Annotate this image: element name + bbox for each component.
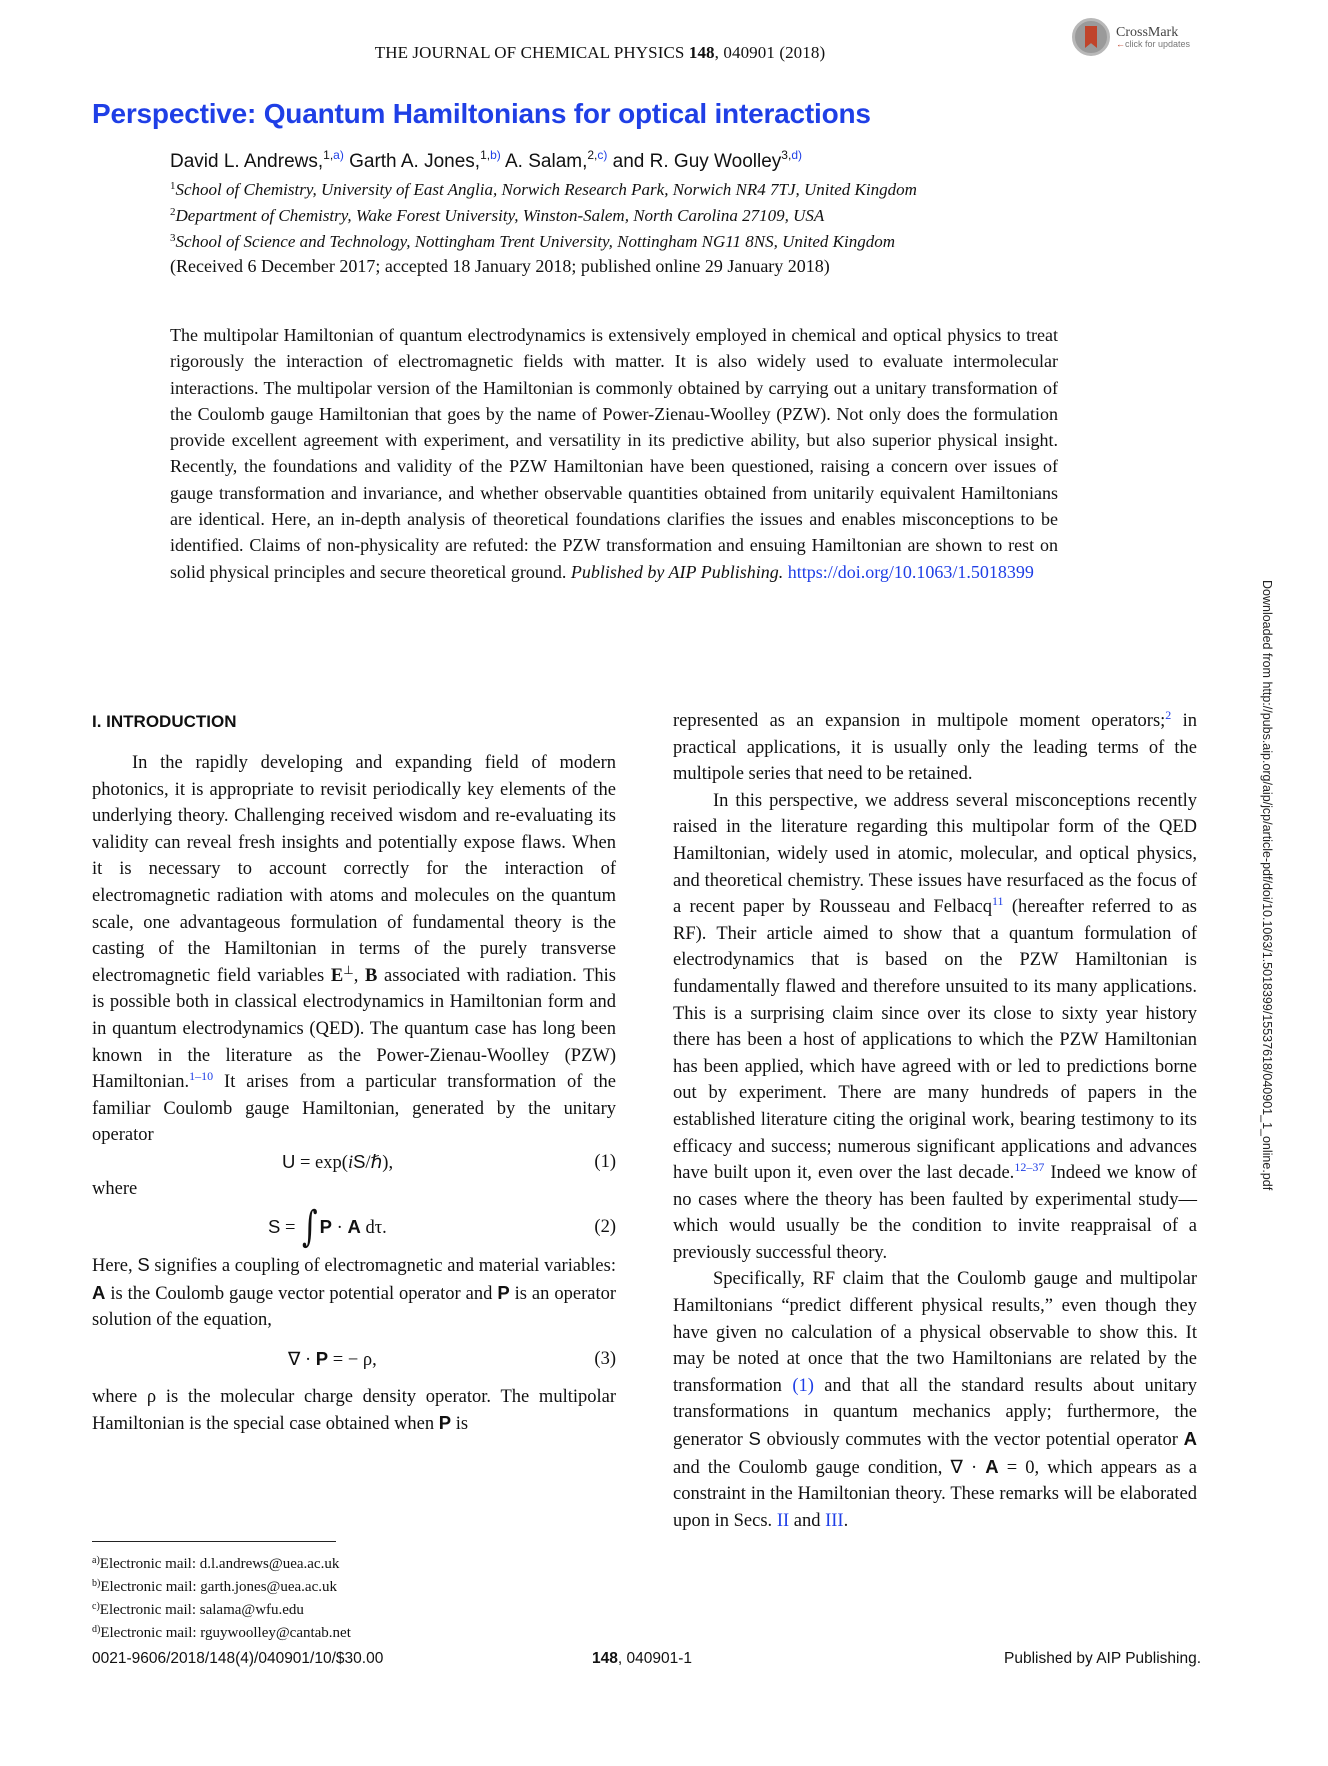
author-name: A. Salam,	[505, 151, 588, 172]
equation-ref-link[interactable]: (1)	[792, 1375, 814, 1396]
author-name: David L. Andrews,	[170, 151, 324, 172]
abstract	[170, 322, 1058, 585]
paragraph: represented as an expansion in multipole moment operators;$^2$ in practical applications, it is usually only the leading terms of the multipole series that need to be retained.	[673, 708, 1198, 785]
equation-number: (2)	[594, 1217, 616, 1238]
equation-number: (3)	[594, 1348, 616, 1369]
affiliation: $^1$School of Chemistry, University of East Anglia, Norwich Research Park, Norwich NR4 7TJ, United Kingdom	[170, 180, 917, 199]
equation-3: ∇ · P = − ρ, (3)	[92, 1334, 616, 1384]
author-list: David L. Andrews,$^{1,a)}$ Garth A. Jones,$^{1,b)}$ A. Salam,$^{2,c)}$ and R. Guy Woolley$^{3,d)}$	[170, 148, 802, 172]
author-note-link[interactable]: c)	[597, 148, 608, 162]
affiliation: $^3$School of Science and Technology, Nottingham Trent University, Nottingham NG11 8NS, United Kingdom	[170, 232, 895, 251]
paragraph: In this perspective, we address several misconceptions recently raised in the literature regarding this multipolar form of the QED Hamiltonian, widely used in atomic, molecular, and optical physics, and theoretical chemistry. These issues have resurfaced as the focus of a recent paper by Rousseau and Felbacq$^{11}$ (hereafter referred to as RF). Their article aimed to show that a quantum formulation of electrodynamics that is based on the PZW Hamiltonian is fundamentally flawed and therefore unsuited to its many applications. This is a surprising claim since over its close to sixty year history there has been a host of applications to which the PZW Hamiltonian has been applied, which have agreed with or led to predictions borne out by experiment. There are many hundreds of papers in the established literature citing the original work, bearing testimony to its efficacy and success; numerous significant applications and advances have built upon it, even over the last decade.$^{12-37}$ Indeed we know of no cases where the theory has been faulted by experimental study—which would usually be the condition to invite reappraisal of a previously successful theory.	[673, 790, 1197, 1263]
journal-name: THE JOURNAL OF CHEMICAL PHYSICS	[374, 43, 685, 62]
affiliation: $^2$Department of Chemistry, Wake Forest University, Winston-Salem, North Carolina 27109, USA	[170, 206, 825, 225]
article-title: Perspective: Quantum Hamiltonians for optical interactions	[92, 98, 871, 129]
right-column	[673, 708, 1197, 1534]
paragraph: where ρ is the molecular charge density operator. The multipolar Hamiltonian is the special case obtained when P is	[92, 1386, 616, 1435]
publisher-note: Published by AIP Publishing.	[570, 561, 784, 582]
citation-link[interactable]: 11	[992, 894, 1004, 909]
section-ref-link[interactable]: III	[825, 1510, 844, 1531]
footnote: $^{d)}$Electronic mail: rguywoolley@cantab.net	[92, 1624, 351, 1641]
equation-1: U = exp(iS/ℏ), (1)	[92, 1149, 616, 1176]
citation-link[interactable]: 2	[1165, 708, 1172, 722]
received-dates: (Received 6 December 2017; accepted 18 January 2018; published online 29 January 2018)	[170, 256, 830, 276]
paragraph: where	[92, 1178, 138, 1199]
journal-article-year: , 040901 (2018)	[714, 43, 826, 62]
crossmark-icon	[1072, 18, 1110, 56]
paragraph: In the rapidly developing and expanding field of modern photonics, it is appropriate to revisit periodically key elements of the underlying theory. Challenging received wisdom and re-evaluating its validity can reveal fresh insights and potentially expose flaws. When it is necessary to account correctly for the interaction of electromagnetic radiation with atoms and molecules on the quantum scale, one advantageous formulation of fundamental theory is the casting of the Hamiltonian in terms of the purely transverse electromagnetic field variables E⊥, B associated with radiation. This is possible both in classical electrodynamics in Hamiltonian form and in quantum electrodynamics (QED). The quantum case has long been known in the literature as the Power-Zienau-Woolley (PZW) Hamiltonian.$^{1-10}$ It arises from a particular transformation of the familiar Coulomb gauge Hamiltonian, generated by the unitary operator	[92, 753, 616, 1146]
journal-header	[0, 43, 1200, 63]
left-column	[92, 750, 616, 1438]
author-note-link[interactable]: b)	[490, 148, 501, 162]
equation-2: S = ∫ P · A dτ. (2)	[268, 1202, 616, 1252]
doi-link[interactable]: https://doi.org/10.1063/1.5018399	[787, 561, 1034, 582]
footer-publisher: Published by AIP Publishing.	[1004, 1650, 1202, 1667]
crossmark-badge[interactable]	[1072, 18, 1190, 56]
footnotes	[92, 1551, 351, 1643]
abstract-text: The multipolar Hamiltonian of quantum electrodynamics is extensively employed in chemical and optical physics to treat rigorously the interaction of electromagnetic fields with matter. It is also widely used to evaluate intermolecular interactions. The multipolar version of the Hamiltonian is commonly obtained by carrying out a unitary transformation of the Coulomb gauge Hamiltonian that goes by the name of Power-Zienau-Woolley (PZW). Not only does the formulation provide excellent agreement with experiment, and versatility in its predictive ability, but also superior physical insight. Recently, the foundations and validity of the PZW Hamiltonian have been questioned, raising a concern over issues of gauge transformation and invariance, and whether observable quantities obtained from unitarily equivalent Hamiltonians are identical. Here, an in-depth analysis of theoretical foundations clarifies the issues and enables misconceptions to be identified. Claims of non-physicality are refuted: the PZW transformation and ensuing Hamiltonian are shown to rest on solid physical principles and secure theoretical ground.	[170, 325, 1058, 582]
affiliations	[170, 175, 917, 253]
paragraph: Specifically, RF claim that the Coulomb gauge and multipolar Hamiltonians “predict different physical results,” even though they have given no calculation of a physical observable to show this. It may be noted at once that the two Hamiltonians are related by the transformation (1) and that all the standard results about unitary transformations in quantum mechanics apply; furthermore, the generator S obviously commutes with the vector potential operator A and the Coulomb gauge condition, ∇ · A = 0, which appears as a constraint in the Hamiltonian theory. These remarks will be elaborated upon in Secs. II and III.	[673, 1269, 1197, 1531]
footnote-divider	[92, 1541, 336, 1542]
footer-page-id: 148, 040901-1	[592, 1650, 692, 1667]
footer-issn: 0021-9606/2018/148(4)/040901/10/$30.00	[92, 1650, 384, 1667]
author-note-link[interactable]: d)	[791, 148, 802, 162]
section-ref-link[interactable]: II	[776, 1510, 790, 1531]
author-name: Garth A. Jones,	[349, 151, 481, 172]
crossmark-subtitle: ←click for updates	[1116, 38, 1191, 49]
paragraph: Here, S signifies a coupling of electromagnetic and material variables: A is the Coulomb gauge vector potential operator and P is an operator solution of the equation,	[92, 1254, 616, 1331]
journal-volume: 148	[688, 43, 715, 62]
section-heading-introduction: I. INTRODUCTION	[92, 712, 237, 731]
author-note-link[interactable]: a)	[333, 148, 344, 162]
equation-number: (1)	[594, 1151, 616, 1172]
integral-symbol: ∫	[302, 1202, 318, 1252]
footnote: $^{b)}$Electronic mail: garth.jones@uea.ac.uk	[92, 1578, 337, 1595]
crossmark-title: CrossMark	[1116, 24, 1179, 40]
author-name: and R. Guy Woolley	[612, 151, 782, 172]
citation-link[interactable]: 1–10	[189, 1069, 214, 1084]
arrow-left-icon: ←	[1116, 38, 1125, 49]
footnote: $^{c)}$Electronic mail: salama@wfu.edu	[92, 1601, 304, 1618]
download-note: Downloaded from http://pubs.aip.org/aip/jcp/article-pdf/doi/10.1063/1.5018399/15537618/040901_1_online.pdf	[1260, 580, 1274, 1191]
citation-link[interactable]: 12–37	[1014, 1160, 1045, 1175]
footnote: $^{a)}$Electronic mail: d.l.andrews@uea.ac.uk	[92, 1555, 340, 1572]
